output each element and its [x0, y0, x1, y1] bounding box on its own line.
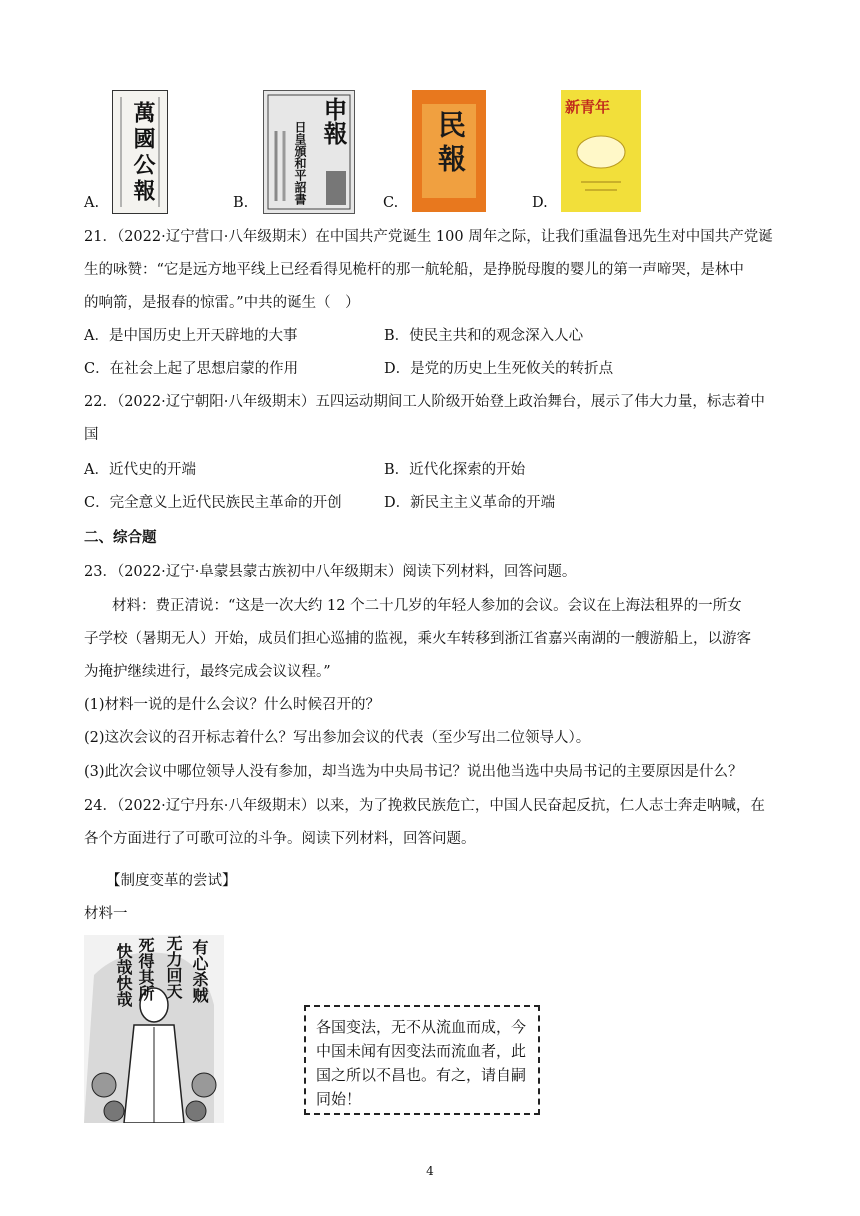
cartoon-speech-box: 各国变法，无不从流血而成，今中国未闻有因变法而流血者，此国之所以不昌也。有之，请自嗣同始！: [304, 1005, 540, 1115]
option-b-label: B.: [233, 195, 249, 211]
q21-option-c: C．在社会上起了思想启蒙的作用: [84, 361, 299, 377]
option-c-label: C.: [383, 195, 399, 211]
q24-stem-line2: 各个方面进行了可歌可泣的斗争。阅读下列材料，回答问题。: [84, 831, 476, 847]
newspaper-image-wanguogongbao: [112, 90, 168, 214]
newspaper-d-texture: [561, 90, 641, 212]
q22-option-b: B．近代化探索的开始: [384, 462, 526, 478]
newspaper-d-title: 新青年: [565, 98, 611, 116]
q23-subquestion-2: (2)这次会议的召开标志着什么？写出参加会议的代表（至少写出二位领导人）。: [84, 730, 591, 746]
q21-stem-line1: 21．（2022·辽宁营口·八年级期末）在中国共产党诞生 100 周年之际，让我们重温鲁迅先生对中国共产党诞: [84, 229, 773, 245]
q22-stem-line2: 国: [84, 427, 99, 443]
newspaper-b-title: 申報: [319, 97, 348, 145]
q21-option-b: B．使民主共和的观念深入人心: [384, 328, 584, 344]
option-a-label: A.: [84, 195, 100, 211]
page-number: 4: [426, 1164, 434, 1178]
q23-subquestion-3: (3)此次会议中哪位领导人没有参加，却当选为中央局书记？说出他当选中央局书记的主要原因是什么？: [84, 764, 743, 780]
newspaper-image-xinqingnian: [561, 90, 641, 212]
newspaper-b-headline: 日皇頒和平詔書: [293, 121, 307, 205]
q24-material-label: 材料一: [84, 906, 128, 922]
q21-option-a: A．是中国历史上开天辟地的大事: [84, 328, 298, 344]
q21-stem-line3: 的响箭，是报春的惊雷。”中共的诞生（ ）: [84, 295, 360, 311]
q23-stem: 23．（2022·辽宁·阜蒙县蒙古族初中八年级期末）阅读下列材料，回答问题。: [84, 564, 577, 580]
q23-material-line2: 子学校（暑期无人）开始，成员们担心巡捕的监视，乘火车转移到浙江省嘉兴南湖的一艘游船上，以游客: [84, 631, 751, 647]
q24-stem-line1: 24．（2022·辽宁丹东·八年级期末）以来，为了挽救民族危亡，中国人民奋起反抗，仁人志士奔走呐喊，在: [84, 798, 765, 814]
newspaper-c-title: 民報: [434, 110, 467, 178]
cartoon-vertical-text-4: 快哉快哉: [114, 943, 133, 1007]
q22-option-a: A．近代史的开端: [84, 462, 196, 478]
section-heading: 二、综合题: [84, 529, 157, 546]
q22-stem-line1: 22．（2022·辽宁朝阳·八年级期末）五四运动期间工人阶级开始登上政治舞台，展示了伟大力量，标志着中: [84, 394, 765, 410]
newspaper-image-minbao: [412, 90, 486, 212]
q21-option-d: D．是党的历史上生死攸关的转折点: [384, 361, 614, 377]
q22-option-d: D．新民主主义革命的开端: [384, 495, 556, 511]
cartoon-vertical-text-1: 有心杀贼: [190, 939, 209, 1003]
cartoon-vertical-text-3: 死得其所: [136, 937, 155, 1001]
cartoon-tansitong: [84, 935, 527, 1123]
option-d-label: D.: [532, 195, 548, 211]
q22-option-c: C．完全意义上近代民族民主革命的开创: [84, 495, 342, 511]
newspaper-a-title: 萬國公報: [130, 101, 156, 205]
newspaper-image-shenbao: [263, 90, 355, 214]
q24-material-heading: 【制度变革的尝试】: [106, 873, 237, 889]
q23-material-line3: 为掩护继续进行，最终完成会议议程。”: [84, 664, 331, 680]
q23-subquestion-1: (1)材料一说的是什么会议？什么时候召开的？: [84, 697, 381, 713]
cartoon-vertical-text-2: 无力回天: [164, 935, 183, 999]
q23-material-line1: 材料：费正清说：“这是一次大约 12 个二十几岁的年轻人参加的会议。会议在上海法租界的一所女: [112, 598, 742, 614]
q21-stem-line2: 生的咏赞：“它是远方地平线上已经看得见桅杆的那一航轮船，是挣脱母腹的婴儿的第一声啼哭，是林中: [84, 262, 744, 278]
